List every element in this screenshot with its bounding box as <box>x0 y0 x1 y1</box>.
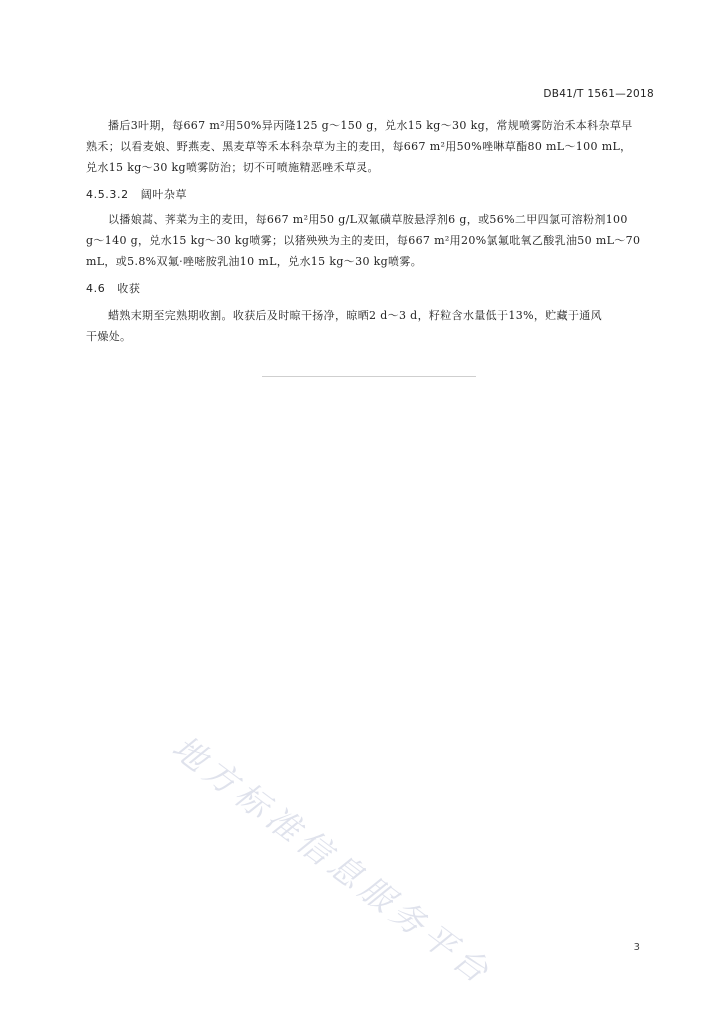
paragraph-line: 熟禾；以看麦娘、野燕麦、黑麦草等禾本科杂草为主的麦田，每667 m²用50%唑啉草酯80 mL～100 mL， <box>86 140 632 153</box>
paragraph-line: 蜡熟末期至完熟期收割。收获后及时晾干扬净，晾晒2 d～3 d，籽粒含水量低于13%，贮藏于通风 <box>108 309 602 322</box>
paragraph-line: g～140 g，兑水15 kg～30 kg喷雾；以猪殃殃为主的麦田，每667 m²用20%氯氟吡氧乙酸乳油50 mL～70 <box>86 234 641 247</box>
watermark: 地方标准信息服务平台 <box>165 727 500 994</box>
paragraph-line: 播后3叶期，每667 m²用50%异丙隆125 g～150 g，兑水15 kg～30 kg，常规喷雾防治禾本科杂草早 <box>108 119 633 132</box>
paragraph-line: 干燥处。 <box>86 330 132 343</box>
section-title: 阔叶杂草 <box>140 188 188 201</box>
section-number: 4.5.3.2 <box>86 188 129 201</box>
section-heading-4-6 <box>86 280 141 296</box>
section-number: 4.6 <box>86 282 106 295</box>
paragraph-broadleaf-weeds <box>86 209 658 272</box>
paragraph-grass-weeds <box>86 115 658 178</box>
section-heading-4-5-3-2 <box>86 186 187 202</box>
page-number: 3 <box>633 942 640 953</box>
paragraph-line: 以播娘蒿、荠菜为主的麦田，每667 m²用50 g/L双氟磺草胺悬浮剂6 g，或56%二甲四氯可溶粉剂100 <box>108 213 628 226</box>
end-of-text-divider <box>262 376 476 377</box>
section-title: 收获 <box>117 282 141 295</box>
paragraph-harvest <box>86 305 658 347</box>
paragraph-line: mL，或5.8%双氟·唑嘧胺乳油10 mL，兑水15 kg～30 kg喷雾。 <box>86 255 423 268</box>
document-code: DB41/T 1561—2018 <box>543 88 654 100</box>
paragraph-line: 兑水15 kg～30 kg喷雾防治；切不可喷施精恶唑禾草灵。 <box>86 161 379 174</box>
